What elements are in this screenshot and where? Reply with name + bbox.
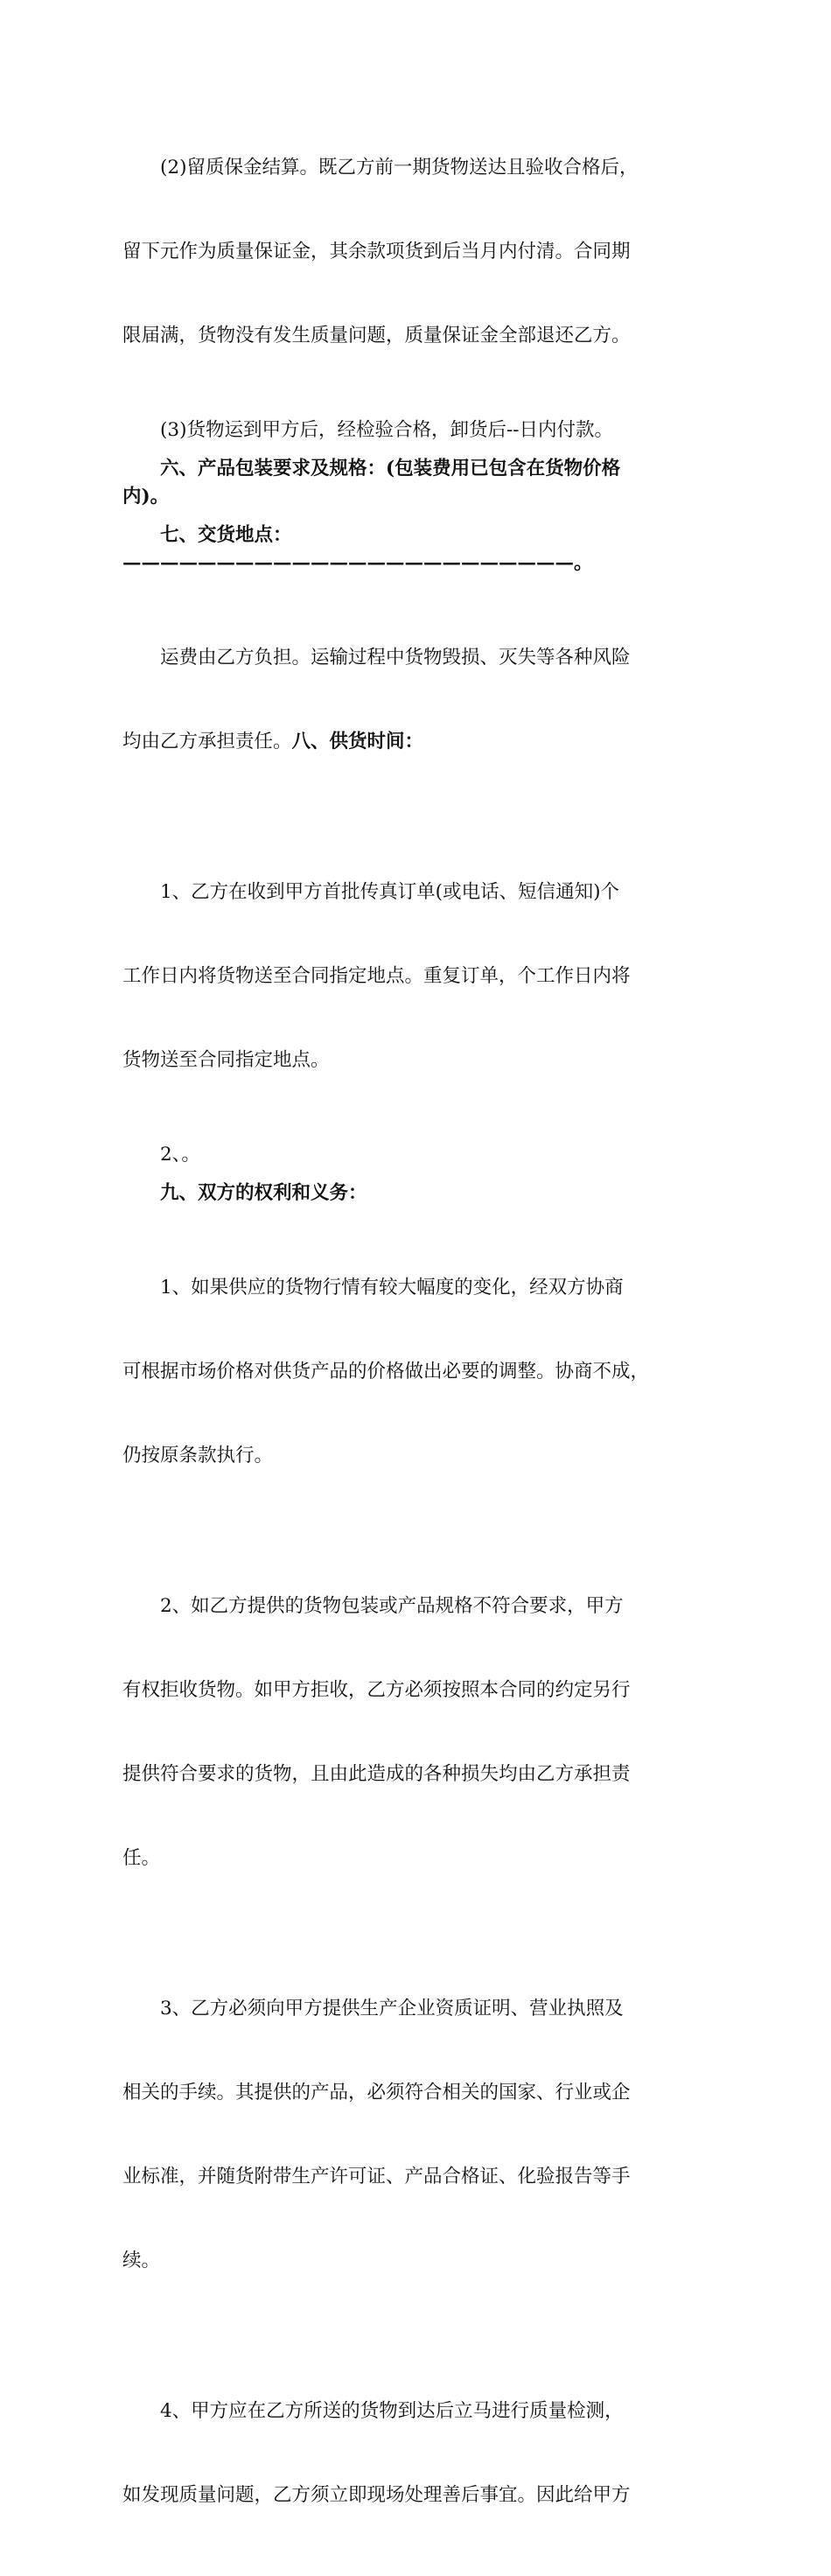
paragraph-rights-item-1	[122, 1218, 710, 1526]
section-heading-packaging	[122, 455, 710, 511]
section-heading-delivery-location: 七、交货地点：————————————————————————。	[122, 524, 593, 574]
paragraph-rights-item-2	[122, 1536, 710, 1928]
document-page	[122, 98, 710, 2576]
text-line: 业标准，并随货附带生产许可证、产品合格证、化验报告等手	[122, 2166, 631, 2188]
text-line: 任。	[122, 1847, 161, 1869]
text-line: 运费由乙方负担。运输过程中货物毁损、灭失等各种风险	[160, 647, 631, 668]
text-line	[122, 728, 710, 756]
text-line: 4、甲方应在乙方所送的货物到达后立马进行质量检测，	[160, 2400, 624, 2422]
paragraph-quality-deposit	[122, 98, 710, 406]
paragraph-rights-item-4	[122, 2342, 710, 2566]
text-line: 3、乙方必须向甲方提供生产企业资质证明、营业执照及	[160, 1998, 624, 2020]
text-line: 相关的手续。其提供的产品，必须符合相关的国家、行业或企	[122, 2082, 631, 2104]
text-line: 1、如果供应的货物行情有较大幅度的变化，经双方协商	[160, 1277, 624, 1298]
text-line: 仍按原条款执行。	[122, 1445, 274, 1466]
text-line: 留下元作为质量保证金，其余款项货到后当月内付清。合同期	[122, 241, 631, 262]
text-line: 内)。	[122, 486, 170, 508]
section-heading-supply-time: 八、供货时间：	[291, 731, 424, 752]
text-line: (2)留质保金结算。既乙方前一期货物送达且验收合格后，	[160, 157, 639, 178]
freight-text: 均由乙方承担责任。	[122, 731, 292, 752]
section-heading-rights-obligations: 九、双方的权利和义务：	[160, 1182, 367, 1204]
text-line: 限届满，货物没有发生质量问题，质量保证金全部退还乙方。	[122, 325, 631, 346]
paragraph-supply-item-1	[122, 822, 710, 1130]
text-line: 2、如乙方提供的货物包装或产品规格不符合要求，甲方	[160, 1595, 624, 1617]
paragraph-freight	[122, 588, 710, 812]
text-line: 六、产品包装要求及规格：(包装费用已包含在货物价格	[160, 458, 621, 480]
paragraph-rights-item-3	[122, 1939, 710, 2331]
text-line: 续。	[122, 2250, 161, 2272]
text-line: 提供符合要求的货物，且由此造成的各种损失均由乙方承担责	[122, 1763, 631, 1785]
text-line: 工作日内将货物送至合同指定地点。重复订单，个工作日内将	[122, 965, 631, 987]
text-line: 如发现质量问题，乙方须立即现场处理善后事宜。因此给甲方	[122, 2484, 631, 2506]
text-line: 可根据市场价格对供货产品的价格做出必要的调整。协商不成，	[122, 1361, 650, 1382]
text-line: 货物送至合同指定地点。	[122, 1049, 330, 1071]
paragraph-payment-after-inspection: (3)货物运到甲方后，经检验合格，卸货后--日内付款。	[160, 419, 613, 441]
paragraph-supply-item-2: 2、。	[160, 1144, 200, 1166]
text-line: 有权拒收货物。如甲方拒收，乙方必须按照本合同的约定另行	[122, 1679, 631, 1701]
text-line: 1、乙方在收到甲方首批传真订单(或电话、短信通知)个	[160, 881, 619, 903]
